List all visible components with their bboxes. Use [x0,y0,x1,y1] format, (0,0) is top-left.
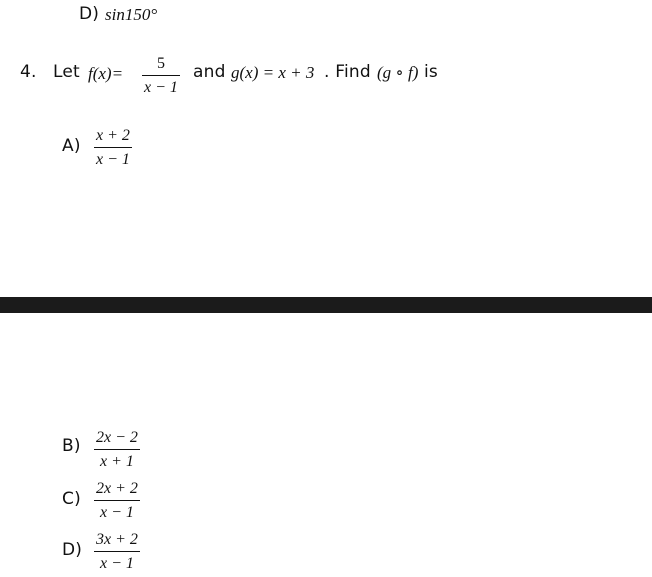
f-numerator: 5 [156,55,165,72]
option-c-label: C) [62,489,81,509]
option-d-denominator: x − 1 [100,555,134,572]
question-and: and [193,62,226,82]
question-let: Let [53,62,80,82]
prev-option-d-label: D) [79,4,100,24]
g-definition: g(x) = x + 3 [231,63,315,82]
option-d-label: D) [62,540,83,560]
option-a-fraction [94,128,132,168]
f-denominator: x − 1 [144,79,178,96]
option-c-fraction [94,481,140,521]
question-find: . Find [324,62,371,82]
page-divider-band [0,297,652,313]
question-number: 4. [20,62,37,82]
option-a-numerator: x + 2 [96,127,130,144]
option-b-numerator: 2x − 2 [96,429,138,446]
option-b-fraction [94,430,140,470]
f-definition-lhs: f(x)= [88,64,124,83]
prev-option-d-value: sin150° [105,5,158,24]
question-is: is [424,62,438,82]
option-c-denominator: x − 1 [100,504,134,521]
option-d-numerator: 3x + 2 [96,531,138,548]
f-fraction [142,56,180,96]
option-b-label: B) [62,436,81,456]
option-a-denominator: x − 1 [96,151,130,168]
composite-function: (g ∘ f) [377,63,419,82]
option-c-numerator: 2x + 2 [96,480,138,497]
option-a-label: A) [62,136,81,156]
option-d-fraction [94,532,140,572]
option-b-denominator: x + 1 [100,453,134,470]
